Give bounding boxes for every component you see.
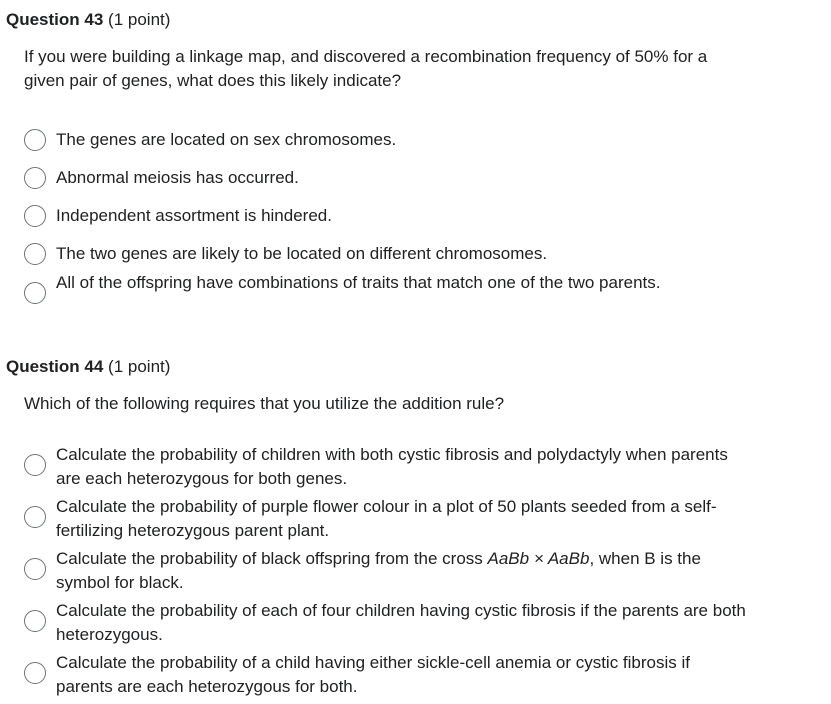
- question-44-points: (1 point): [108, 357, 171, 376]
- q43-option-3-label: Independent assortment is hindered.: [56, 206, 332, 225]
- radio-button[interactable]: [24, 610, 46, 632]
- radio-button[interactable]: [24, 205, 46, 227]
- radio-button[interactable]: [24, 282, 46, 304]
- q44-option-3-text-before: Calculate the probability of black offspring from the cross: [56, 549, 488, 568]
- q43-option-5-label: All of the offspring have combinations of traits that match one of the two parents.: [56, 273, 661, 292]
- q43-option-1-label: The genes are located on sex chromosomes.: [56, 130, 397, 149]
- radio-button[interactable]: [24, 454, 46, 476]
- question-43-header: [6, 10, 170, 30]
- question-44-title: Question 44: [6, 357, 104, 376]
- question-43-points: (1 point): [108, 10, 171, 29]
- radio-button[interactable]: [24, 662, 46, 684]
- q44-option-1-label: Calculate the probability of children with both cystic fibrosis and polydactyly when parents are each heterozygous for both genes.: [56, 445, 728, 488]
- q44-option-3-text-after: , when B is the symbol for black.: [56, 549, 701, 592]
- radio-button[interactable]: [24, 558, 46, 580]
- q43-option-2-label: Abnormal meiosis has occurred.: [56, 168, 299, 187]
- question-43-title: Question 43: [6, 10, 104, 29]
- q44-option-5-label: Calculate the probability of a child having either sickle-cell anemia or cystic fibrosis if parents are each heterozygous for both.: [56, 653, 691, 696]
- question-44-text: Which of the following requires that you utilize the addition rule?: [24, 394, 505, 413]
- question-44-header: [6, 357, 170, 377]
- q44-option-2-label: Calculate the probability of purple flower colour in a plot of 50 plants seeded from a self-fertilizing heterozygous parent plant.: [56, 497, 717, 540]
- radio-button[interactable]: [24, 129, 46, 151]
- q43-option-4-label: The two genes are likely to be located on different chromosomes.: [56, 244, 548, 263]
- question-43-text: If you were building a linkage map, and discovered a recombination frequency of 50% for a given pair of genes, what does this likely indicate?: [24, 47, 708, 90]
- q44-option-3-label: [56, 547, 746, 595]
- q44-option-3-cross: AaBb × AaBb: [487, 549, 590, 568]
- radio-button[interactable]: [24, 167, 46, 189]
- q44-option-4-label: Calculate the probability of each of four children having cystic fibrosis if the parents are both heterozygous.: [56, 601, 746, 644]
- radio-button[interactable]: [24, 506, 46, 528]
- radio-button[interactable]: [24, 243, 46, 265]
